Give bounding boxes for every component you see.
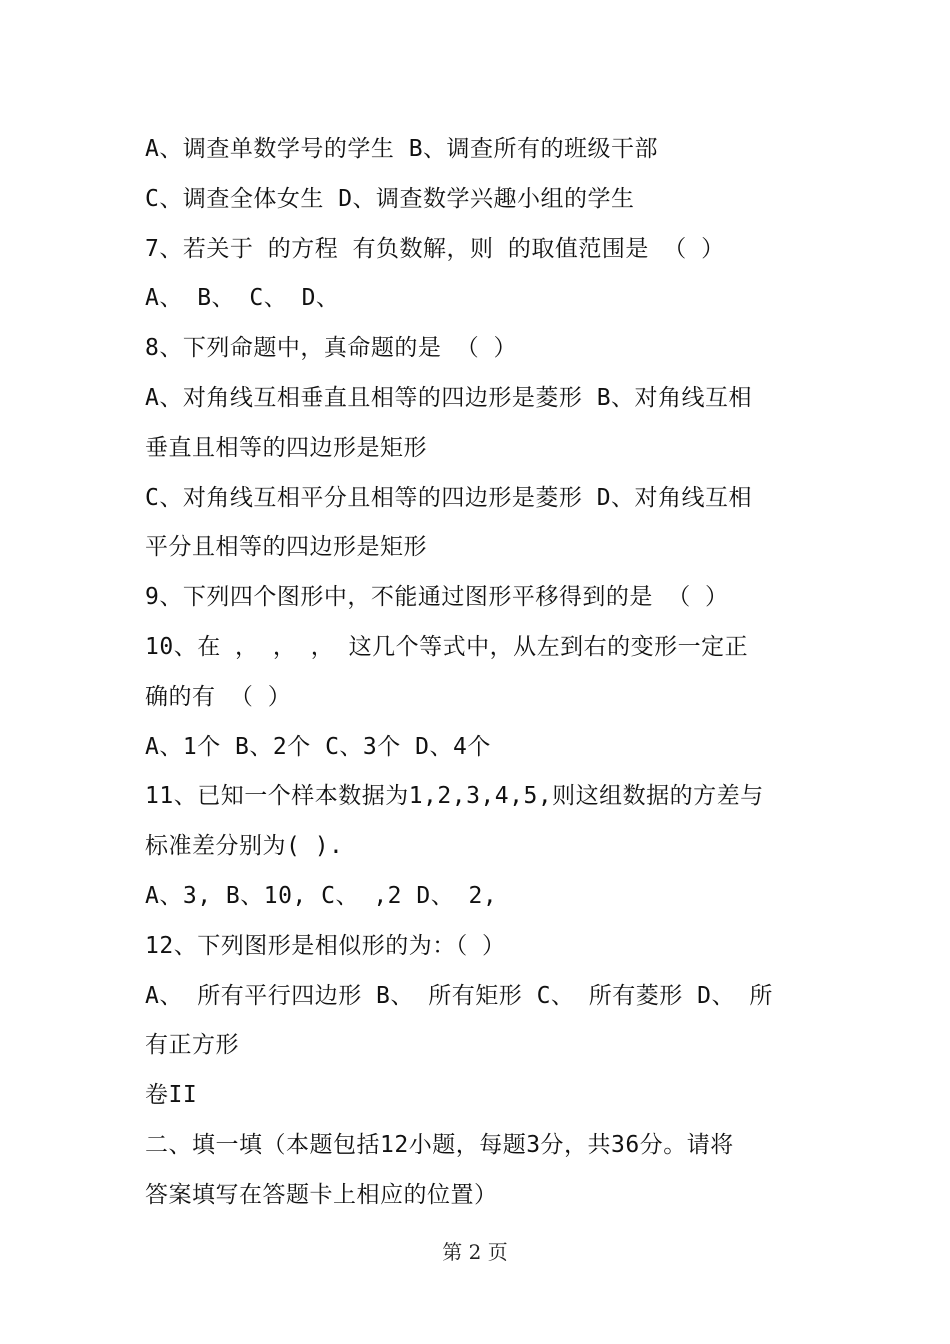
question-10-cont: 确的有 （ ） (145, 683, 292, 710)
section-instructions: 二、填一填（本题包括12小题，每题3分，共36分。请将 (145, 1131, 734, 1158)
page-number: 第 2 页 (442, 1240, 508, 1264)
question-8-options-cont: 平分且相等的四边形是矩形 (145, 534, 427, 561)
question-12-options: A、 所有平行四边形 B、 所有矩形 C、 所有菱形 D、 所 (145, 982, 773, 1009)
question-8-options-cont: 垂直且相等的四边形是矩形 (145, 434, 427, 461)
question-8-options: A、对角线互相垂直且相等的四边形是菱形 B、对角线互相 (145, 384, 753, 411)
question-8: 8、下列命题中，真命题的是 （ ） (145, 335, 518, 362)
question-11-options: A、3, B、10, C、 ,2 D、 2, (145, 882, 498, 909)
question-7-options: A、 B、 C、 D、 (145, 285, 340, 312)
question-12-options-cont: 有正方形 (145, 1032, 239, 1059)
text-line: C、调查全体女生 D、调查数学兴趣小组的学生 (145, 185, 635, 212)
question-7: 7、若关于 的方程 有负数解，则 的取值范围是 （ ） (145, 235, 725, 262)
question-10: 10、在 ， ， ， 这几个等式中，从左到右的变形一定正 (145, 633, 749, 660)
question-10-options: A、1个 B、2个 C、3个 D、4个 (145, 733, 491, 760)
document-body (145, 125, 815, 1221)
question-11-cont: 标准差分别为( ). (145, 833, 344, 860)
question-12: 12、下列图形是相似形的为：（ ） (145, 932, 506, 959)
section-heading: 卷II (145, 1082, 198, 1109)
section-instructions-cont: 答案填写在答题卡上相应的位置） (145, 1181, 498, 1208)
question-8-options: C、对角线互相平分且相等的四边形是菱形 D、对角线互相 (145, 484, 753, 511)
question-9: 9、下列四个图形中，不能通过图形平移得到的是 （ ） (145, 584, 729, 611)
text-line: A、调查单数学号的学生 B、调查所有的班级干部 (145, 136, 659, 162)
question-11: 11、已知一个样本数据为1,2,3,4,5,则这组数据的方差与 (145, 783, 764, 810)
